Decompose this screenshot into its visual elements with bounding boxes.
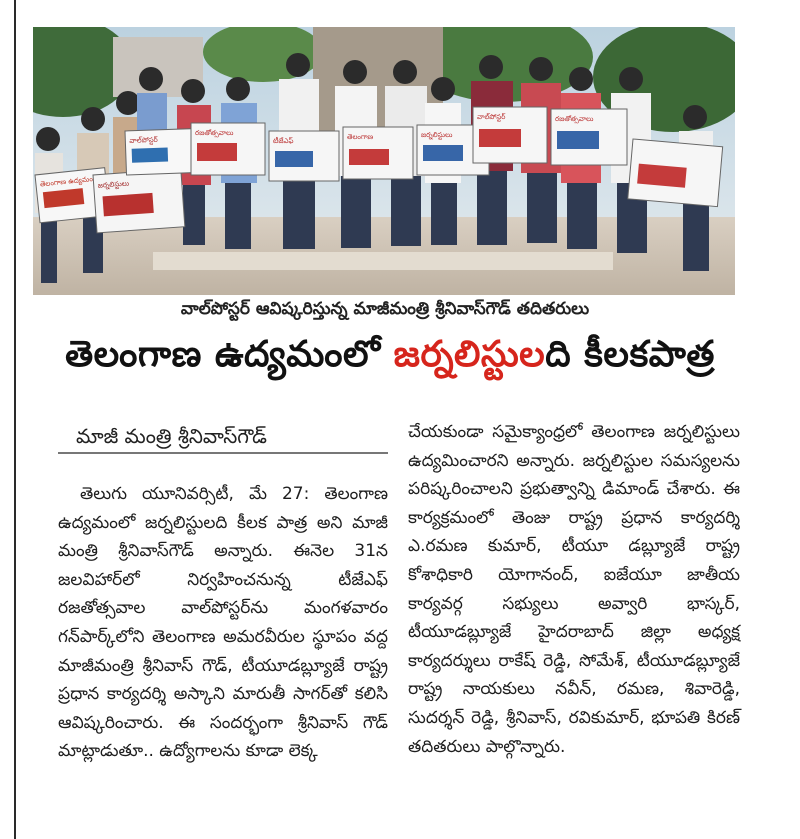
article-paragraph: చేయకుండా సమైక్యాంధ్రలో తెలంగాణ జర్నలిస్టులు ఉద్యమించారని అన్నారు. జర్నలిస్టుల సమస్యలను పరిష్కరించాలని ప్రభుత్వాన్ని డిమాండ్ చేశారు. ఈ కార్యక్రమంలో తెంజు రాష్ట్ర ప్రధాన కార్యదర్శి ఎ.రమణ కుమార్, టీయూ డబ్ల్యూజే రాష్ట్ర కోశాధికారి యోగానంద్, ఐజేయూ జాతీయ కార్యవర్గ సభ్యులు అవ్వారి భాస్కర్, టీయూడబ్ల్యూజే హైదరాబాద్ జిల్లా అధ్యక్ష కార్యదర్శులు రాకేష్ రెడ్డి, సోమేశ్, టీయూడబ్ల్యూజే రాష్ట్ర నాయకులు నవీన్, రమణ, శివారెడ్డి, సుదర్శన్ రెడ్డి, శ్రీనివాస్, రవికుమార్, భూపతి కిరణ్ తదితరులు పాల్గొన్నారు.	[408, 422, 740, 757]
headline-part-3: ది కీలకపాత్ర	[545, 334, 715, 375]
poster-text: తెలంగాణ	[347, 133, 374, 141]
photo-caption: వాల్‌పోస్టర్ ఆవిష్కరిస్తున్న మాజీమంత్రి శ్రీనివాస్‌గౌడ్ తదితరులు	[180, 299, 590, 319]
poster-text: టీజేఎఫ్	[273, 137, 294, 145]
byline: మాజీ మంత్రి శ్రీనివాస్‌గౌడ్	[76, 424, 267, 448]
poster-text: తెలంగాణ ఉద్యమం	[39, 175, 94, 189]
article-column-right	[408, 418, 740, 761]
headline-part-1: తెలంగాణ ఉద్యమంలో	[65, 334, 394, 375]
poster-text: వాల్‌పోస్టర్	[477, 113, 506, 121]
poster-text: జర్నలిస్టులు	[421, 131, 453, 139]
news-photo	[33, 27, 735, 295]
poster-text: రజతోత్సవాలు	[555, 115, 594, 123]
poster-text: రజతోత్సవాలు	[195, 129, 234, 137]
column-rule	[14, 0, 16, 839]
poster-text: వాల్‌పోస్టర్	[129, 135, 158, 145]
article-paragraph: తెలుగు యూనివర్సిటీ, మే 27: తెలంగాణ ఉద్యమంలో జర్నలిస్టులది కీలక పాత్ర అని మాజీ మంత్రి శ్రీనివాస్‌గౌడ్ అన్నారు. ఈనెల 31న జలవిహార్‌లో నిర్వహించనున్న టీజేఎఫ్ రజతోత్సవాల వాల్‌పోస్టర్‌ను మంగళవారం గన్‌పార్క్‌లోని తెలంగాణ అమరవీరుల స్థూపం వద్ద మాజీమంత్రి శ్రీనివాస్ గౌడ్, టీయూడబ్ల్యూజే రాష్ట్ర ప్రధాన కార్యదర్శి అస్కాని మారుతీ సాగర్‌తో కలిసి ఆవిష్కరించారు. ఈ సందర్భంగా శ్రీనివాస్ గౌడ్ మాట్లాడుతూ.. ఉద్యోగాలను కూడా లెక్క	[58, 484, 388, 762]
headline	[30, 328, 750, 382]
byline-underline	[58, 452, 388, 454]
headline-highlight: జర్నలిస్టుల	[393, 334, 546, 375]
poster-text: జర్నలిస్టులు	[97, 179, 130, 190]
article-column-left	[58, 480, 388, 766]
